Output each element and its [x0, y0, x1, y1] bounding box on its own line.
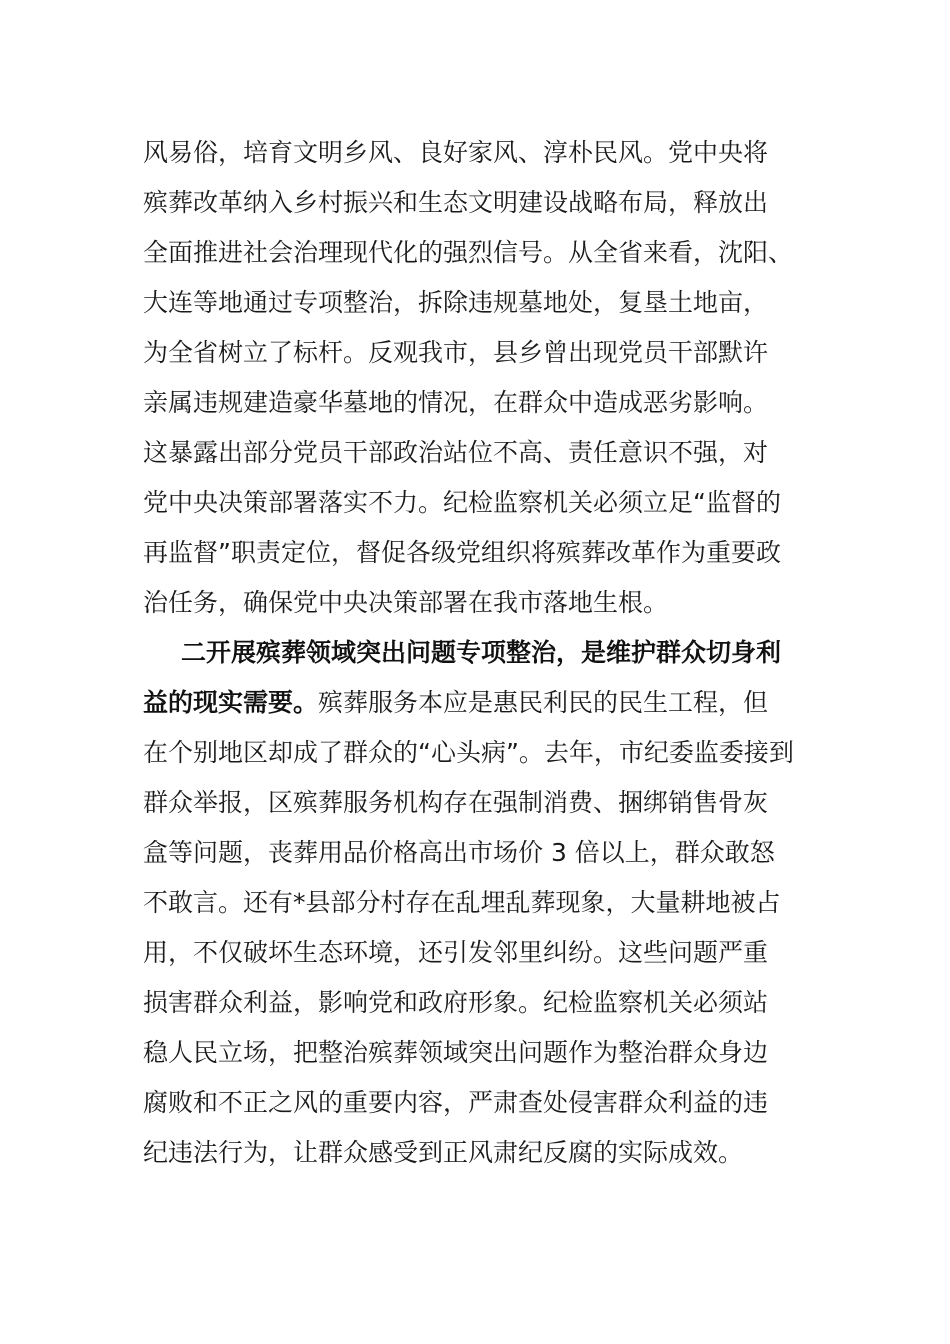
paragraph-2 — [143, 628, 808, 1178]
body-text — [143, 128, 808, 1178]
text-line: 盒等问题，丧葬用品价格高出市场价 3 倍以上，群众敢怒 — [143, 838, 775, 867]
text-line: 再监督”职责定位，督促各级党组织将殡葬改革作为重要政 — [143, 538, 781, 567]
text-line: 不敢言。还有*县部分村存在乱埋乱葬现象，大量耕地被占 — [143, 888, 781, 917]
text-line: 群众举报，区殡葬服务机构存在强制消费、捆绑销售骨灰 — [143, 788, 769, 817]
text-line: 风易俗，培育文明乡风、良好家风、淳朴民风。党中央将 — [143, 138, 769, 167]
text-line: 为全省树立了标杆。反观我市，县乡曾出现党员干部默许 — [143, 338, 769, 367]
text-line: 在个别地区却成了群众的“心头病”。去年，市纪委监委接到 — [143, 738, 794, 767]
text-line: 腐败和不正之风的重要内容，严肃查处侵害群众利益的违 — [143, 1088, 769, 1117]
text-line: 全面推进社会治理现代化的强烈信号。从全省来看，沈阳、 — [143, 238, 794, 267]
text-line: 稳人民立场，把整治殡葬领域突出问题作为整治群众身边 — [143, 1038, 769, 1067]
text-line: 纪违法行为，让群众感受到正风肃纪反腐的实际成效。 — [143, 1138, 744, 1167]
text-line: 党中央决策部署落实不力。纪检监察机关必须立足“监督的 — [143, 488, 781, 517]
section-heading-line: 二开展殡葬领域突出问题专项整治，是维护群众切身利 — [181, 638, 782, 667]
text-line: 用，不仅破坏生态环境，还引发邻里纠纷。这些问题严重 — [143, 938, 769, 967]
section-heading-tail: 益的现实需要。 — [143, 688, 319, 717]
paragraph-1 — [143, 128, 808, 628]
text-line: 损害群众利益，影响党和政府形象。纪检监察机关必须站 — [143, 988, 769, 1017]
text-line: 亲属违规建造豪华墓地的情况，在群众中造成恶劣影响。 — [143, 388, 769, 417]
text-line: 殡葬改革纳入乡村振兴和生态文明建设战略布局，释放出 — [143, 188, 769, 217]
text-line: 大连等地通过专项整治，拆除违规墓地处，复垦土地亩， — [143, 288, 769, 317]
text-line — [143, 678, 808, 728]
text-line-rest: 殡葬服务本应是惠民利民的民生工程，但 — [318, 688, 769, 717]
text-line: 这暴露出部分党员干部政治站位不高、责任意识不强，对 — [143, 438, 769, 467]
text-line: 治任务，确保党中央决策部署在我市落地生根。 — [143, 588, 669, 617]
